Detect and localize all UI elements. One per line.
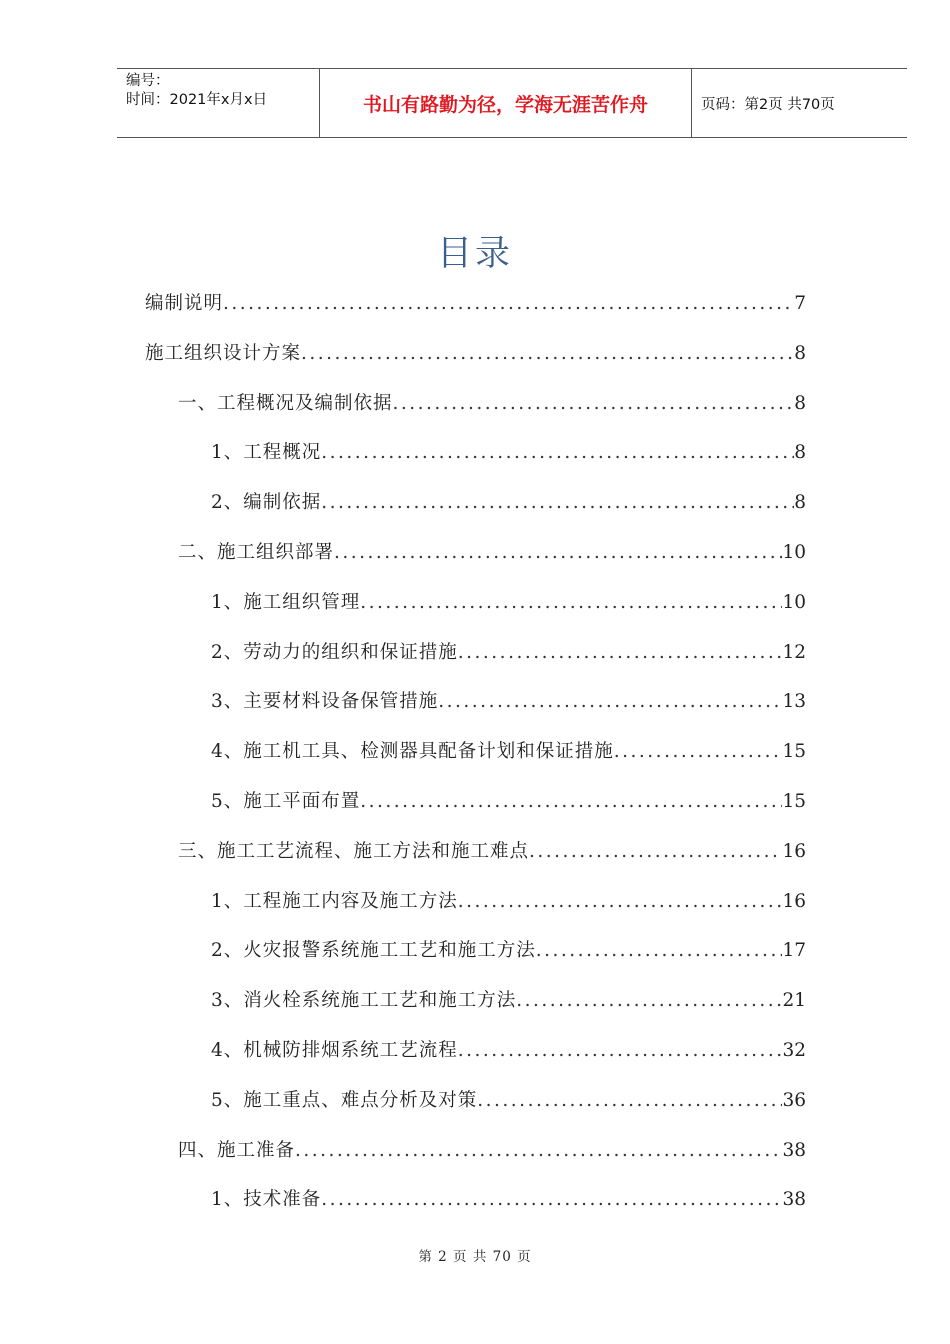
toc-leader-dots (536, 937, 783, 965)
toc-leader-dots (295, 1137, 782, 1165)
toc-leader-dots (458, 888, 783, 916)
toc-entry-label: 3、主要材料设备保管措施 (211, 691, 439, 713)
toc-entry-page: 8 (794, 392, 806, 414)
toc-entry[interactable] (211, 489, 806, 517)
toc-leader-dots (334, 539, 782, 567)
toc-entry-label: 编制说明 (145, 293, 224, 314)
toc-leader-dots (477, 1087, 782, 1115)
toc-entry[interactable] (211, 439, 806, 467)
toc-entry-page: 13 (782, 691, 806, 713)
toc-entry-label: 1、工程概况 (211, 442, 322, 464)
toc-entry-label: 1、技术准备 (211, 1189, 322, 1211)
toc-entry-page: 12 (782, 641, 806, 663)
toc-entry[interactable] (211, 987, 806, 1015)
toc-entry-label: 施工组织设计方案 (145, 342, 302, 364)
toc-entry[interactable] (178, 539, 806, 567)
toc-entry[interactable] (178, 390, 806, 418)
header-meta (117, 69, 319, 137)
toc-entry-label: 二、施工组织部署 (178, 542, 335, 563)
header-page-info: 页码：第2页 共70页 (701, 96, 835, 113)
toc-entry[interactable] (178, 838, 806, 866)
toc-leader-dots (223, 290, 794, 318)
toc-entry[interactable] (211, 688, 806, 716)
toc-entry-label: 5、施工重点、难点分析及对策 (211, 1089, 478, 1111)
toc-leader-dots (438, 688, 782, 716)
toc-entry-page: 15 (782, 791, 806, 812)
toc-entry[interactable] (145, 340, 806, 368)
toc-leader-dots (360, 589, 782, 617)
toc-entry-page: 21 (782, 990, 806, 1012)
toc-entry-label: 4、施工机工具、检测器具配备计划和保证措施 (211, 741, 614, 763)
toc-entry[interactable] (211, 1087, 806, 1115)
toc-entry-label: 一、工程概况及编制依据 (178, 392, 393, 414)
toc-leader-dots (516, 987, 782, 1015)
toc-entry-label: 2、劳动力的组织和保证措施 (211, 641, 458, 663)
toc-entry-label: 3、消火栓系统施工工艺和施工方法 (211, 990, 517, 1012)
toc-entry-page: 15 (782, 741, 806, 763)
toc-leader-dots (301, 340, 794, 368)
toc-entry[interactable] (211, 788, 806, 816)
toc-leader-dots (360, 788, 782, 816)
toc-entry-label: 1、工程施工内容及施工方法 (211, 890, 458, 912)
toc-entry[interactable] (211, 738, 806, 766)
toc-leader-dots (321, 489, 794, 517)
toc-entry[interactable] (211, 1186, 806, 1214)
toc-entry-page: 10 (782, 591, 806, 613)
toc-entry-page: 17 (782, 940, 806, 962)
page-footer: 第 2 页 共 70 页 (418, 1249, 532, 1265)
toc-entry-label: 5、施工平面布置 (211, 791, 361, 812)
toc-entry-page: 16 (782, 840, 806, 862)
toc-entry-label: 三、施工工艺流程、施工方法和施工难点 (178, 840, 530, 862)
toc-entry-label: 四、施工准备 (178, 1139, 296, 1161)
toc-leader-dots (458, 1037, 783, 1065)
toc-entry-page: 7 (794, 293, 806, 314)
toc-leader-dots (529, 838, 782, 866)
toc-entry-label: 2、火灾报警系统施工工艺和施工方法 (211, 940, 536, 962)
toc-entry[interactable] (211, 937, 806, 965)
header-motto: 书山有路勤为径，学海无涯苦作舟 (319, 69, 692, 137)
header-number: 编号： (126, 73, 170, 89)
toc-entry-label: 2、编制依据 (211, 492, 322, 514)
toc-entry[interactable] (145, 290, 806, 318)
toc-leader-dots (458, 639, 783, 667)
toc-entry[interactable] (211, 639, 806, 667)
toc-entry-page: 8 (794, 442, 806, 464)
toc-entry-label: 4、机械防排烟系统工艺流程 (211, 1040, 458, 1061)
page-header (117, 68, 907, 138)
toc-entry-page: 8 (794, 342, 806, 364)
toc-entry-page: 10 (782, 542, 806, 563)
toc-entry-label: 1、施工组织管理 (211, 591, 361, 613)
toc-entry[interactable] (211, 589, 806, 617)
toc-entry-page: 32 (782, 1040, 806, 1061)
toc-entry-page: 38 (782, 1189, 806, 1211)
header-time: 时间：2021年x月x日 (126, 92, 268, 108)
toc-entry-page: 36 (782, 1089, 806, 1111)
toc-leader-dots (321, 439, 794, 467)
toc-entry-page: 8 (794, 492, 806, 514)
toc-entry-page: 38 (782, 1139, 806, 1161)
toc-entry[interactable] (211, 1037, 806, 1065)
toc-leader-dots (393, 390, 795, 418)
toc-entry[interactable] (178, 1137, 806, 1165)
toc-title: 目录 (436, 234, 513, 274)
toc-entry-page: 16 (782, 890, 806, 912)
toc-leader-dots (614, 738, 783, 766)
toc-leader-dots (321, 1186, 782, 1214)
toc-entry[interactable] (211, 888, 806, 916)
